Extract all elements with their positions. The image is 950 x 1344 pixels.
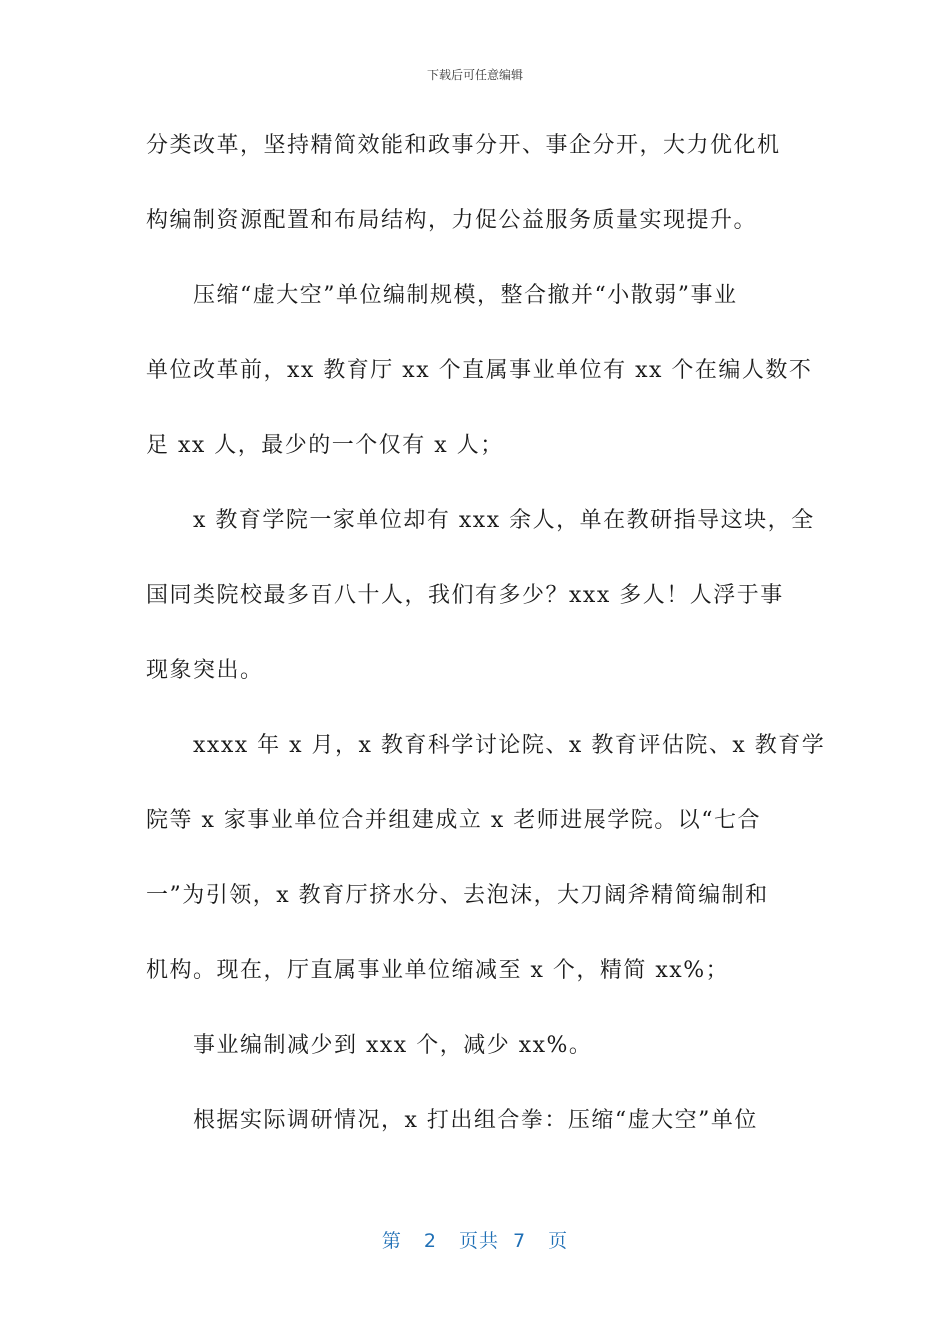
text-line: 压缩“虚大空”单位编制规模，整合撤并“小散弱”事业 [193, 283, 738, 308]
text-line: 国同类院校最多百八十人，我们有多少？xxx 多人！人浮于事 [146, 583, 784, 608]
footer-suffix: 页 [548, 1230, 569, 1252]
text-line: x 教育学院一家单位却有 xxx 余人，单在教研指导这块，全 [193, 508, 815, 533]
footer-prefix: 第 [381, 1230, 402, 1252]
text-line: 分类改革，坚持精简效能和政事分开、事企分开，大力优化机 [146, 133, 781, 158]
text-line: 院等 x 家事业单位合并组建成立 x 老师进展学院。以“七合 [146, 808, 762, 833]
text-line: 足 xx 人，最少的一个仅有 x 人； [146, 433, 504, 458]
text-line: 单位改革前，xx 教育厅 xx 个直属事业单位有 xx 个在编人数不 [146, 358, 813, 383]
text-line: xxxx 年 x 月，x 教育科学讨论院、x 教育评估院、x 教育学 [193, 733, 826, 758]
page-footer [0, 1226, 950, 1253]
footer-total-pages: 7 [513, 1230, 527, 1252]
document-body [146, 126, 826, 1176]
text-line: 构编制资源配置和布局结构，力促公益服务质量实现提升。 [146, 208, 758, 233]
text-line: 根据实际调研情况，x 打出组合拳：压缩“虚大空”单位 [193, 1108, 758, 1133]
text-line: 机构。现在，厅直属事业单位缩减至 x 个，精简 xx%； [146, 958, 730, 983]
text-line: 一”为引领，x 教育厅挤水分、去泡沫，大刀阔斧精简编制和 [146, 883, 769, 908]
text-line: 事业编制减少到 xxx 个，减少 xx%。 [193, 1033, 593, 1058]
page-header: 下载后可任意编辑 [426, 68, 523, 82]
text-line: 现象突出。 [146, 658, 264, 683]
footer-middle: 页共 [458, 1230, 499, 1252]
footer-page-number: 2 [423, 1230, 437, 1252]
